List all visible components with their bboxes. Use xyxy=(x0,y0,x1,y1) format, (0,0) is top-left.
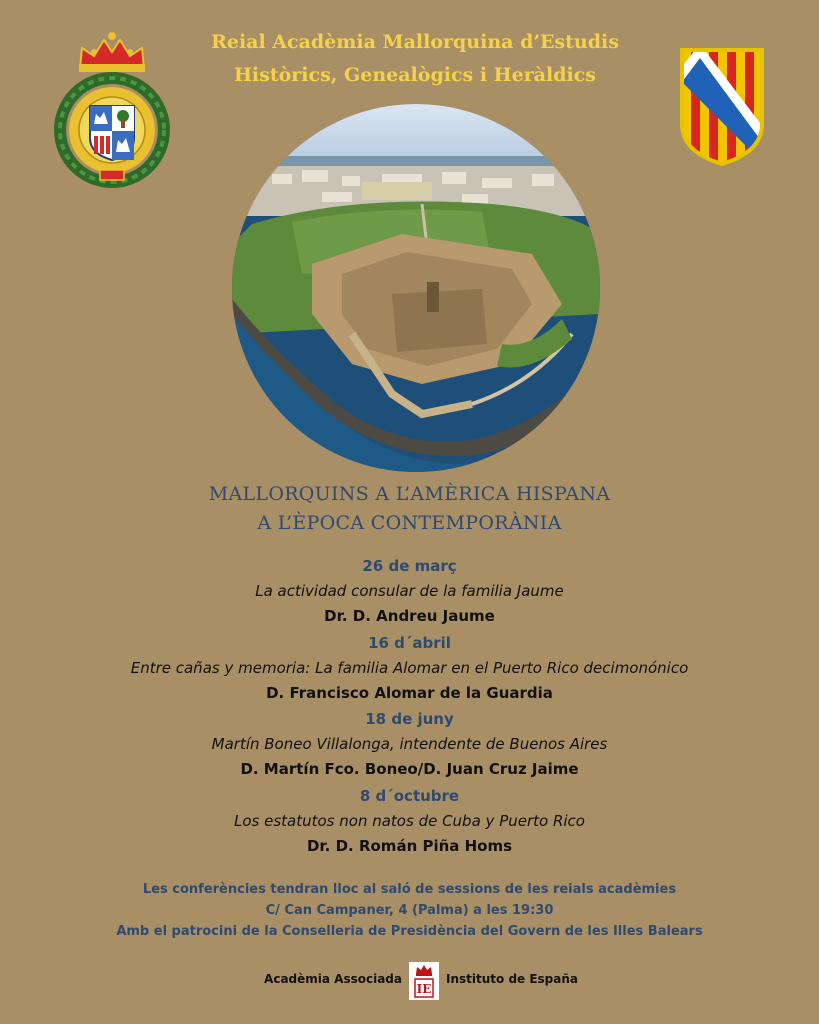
session-date: 18 de juny xyxy=(365,710,454,728)
venue-line-1: Les conferències tendran lloc al saló de sessions de les reials acadèmies xyxy=(142,882,677,897)
fortress-aerial-photo xyxy=(232,104,600,472)
instituto-de-espana-logo xyxy=(409,962,439,1000)
session-1 xyxy=(0,556,819,626)
event-title-line-1: MALLORQUINS A L’AMÈRICA HISPANA xyxy=(208,483,611,505)
mallorca-flag-shield-icon xyxy=(676,44,768,168)
session-speaker: D. Martín Fco. Boneo/D. Juan Cruz Jaime xyxy=(240,760,579,778)
instituto-de-espana-label: Instituto de España xyxy=(446,972,579,986)
event-title-line-2: A L’ÈPOCA CONTEMPORÀNIA xyxy=(257,512,562,534)
session-2 xyxy=(0,633,819,703)
session-topic: Los estatutos non natos de Cuba y Puerto Rico xyxy=(234,812,585,830)
venue-info xyxy=(0,879,819,942)
sponsor-line: Amb el patrocini de la Conselleria de Presidència del Govern de les Illes Balears xyxy=(116,924,703,939)
academy-name-line-2: Històrics, Genealògics i Heràldics xyxy=(233,64,597,86)
session-speaker: D. Francisco Alomar de la Guardia xyxy=(266,684,553,702)
session-topic: La actividad consular de la familia Jaume xyxy=(255,582,564,600)
academy-name-line-1: Reial Acadèmia Mallorquina d’Estudis xyxy=(211,31,619,53)
association-strip xyxy=(0,962,819,1002)
session-speaker: Dr. D. Andreu Jaume xyxy=(324,607,495,625)
session-topic: Martín Boneo Villalonga, intendente de Buenos Aires xyxy=(211,735,608,753)
svg-text:IE: IE xyxy=(416,982,432,996)
session-date: 26 de març xyxy=(362,557,457,575)
event-title xyxy=(0,480,819,538)
session-date: 16 d´abril xyxy=(368,634,451,652)
academia-associada-label: Acadèmia Associada xyxy=(264,972,402,986)
session-date: 8 d´octubre xyxy=(359,787,460,805)
academy-name xyxy=(180,26,650,92)
venue-line-2: C/ Can Campaner, 4 (Palma) a les 19:30 xyxy=(265,903,554,918)
session-speaker: Dr. D. Román Piña Homs xyxy=(306,837,513,855)
academy-coat-of-arms-icon xyxy=(52,20,172,190)
session-4 xyxy=(0,786,819,856)
session-3 xyxy=(0,709,819,779)
session-topic: Entre cañas y memoria: La familia Alomar en el Puerto Rico decimonónico xyxy=(130,659,689,677)
